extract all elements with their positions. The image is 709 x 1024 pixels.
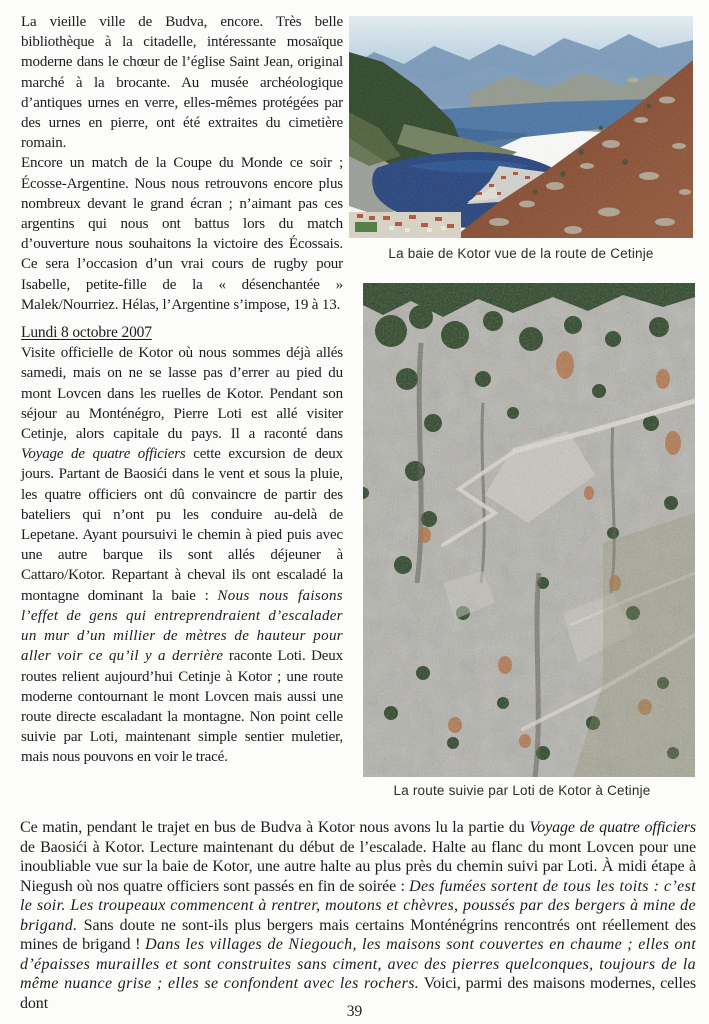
route-photo-image xyxy=(363,283,695,777)
book-title-italic: Voyage de quatre officiers xyxy=(21,446,186,463)
caption-bay-photo: La baie de Kotor vue de la route de Cetinje xyxy=(388,246,654,261)
photo-loti-route xyxy=(363,283,695,777)
text-segment: de Baosići à Kotor. Lecture maintenant du début de l’escalade. Halte au flanc du mont Lovcen pour une inoubliable vue sur la baie de Kotor, une autre halte au plus près du chemin suivi par Loti. À midi étape à Niegush où nos quatre officiers sont passés en fin de soirée : xyxy=(20,838,696,895)
text-segment: cette excursion de deux jours. Partant de Baosići dans le vent et sous la pluie, les quatre officiers ont dû convaincre de partir des bateliers qui n’ont pu les conduire au-delà de Lepetane. Ayant poursuivi le chemin à pied puis avec une autre barque ils sont allés déjeuner à Cattaro/Kotor. Repartant à cheval ils ont escaladé la montagne dominant la baie : xyxy=(21,446,343,604)
text-segment: Voici, parmi des maisons modernes, celles dont xyxy=(20,975,697,1012)
loti-quote-script: Des fumées sortent de tous les toits : c’est le soir. Les troupeaux commencent à rentrer, moutons et chèvres, poussés par des bergers à mine de brigand. xyxy=(20,877,696,934)
paragraph-world-cup-rugby: Encore un match de la Coupe du Monde ce soir ; Écosse-Argentine. Nous nous retrouvons encore plus nombreux devant le grand écran ; n’aimant pas ces argentins qui nous ont battus lors du match d’ouverture nous souhaitons la victoire des Écossais. Ce sera l’occasion d’un vrai cours de rugby pour Isabelle, petite-fille de la « désenchantée » Malek/Nourriez. Hélas, l’Argentine s’impose, 19 à 13. xyxy=(21,155,343,313)
paragraph-budva: La vieille ville de Budva, encore. Très belle bibliothèque à la citadelle, intéressante mosaïque moderne dans le chœur de l’église Saint Jean, original marché à la brocante. Au musée archéologique d’antiques urnes en verre, elles-mêmes protégées par des urnes en pierre, ont été extraites du cimetière romain. xyxy=(21,14,343,152)
left-text-column xyxy=(21,12,343,768)
bay-photo-image xyxy=(349,16,693,238)
text-segment: Ce matin, pendant le trajet en bus de Budva à Kotor nous avons lu la partie du xyxy=(20,819,530,836)
book-title-italic: Voyage de quatre officiers xyxy=(529,819,696,836)
date-heading: Lundi 8 octobre 2007 xyxy=(21,324,152,342)
photo-grain xyxy=(363,283,695,777)
text-segment: Sans doute ne sont-ils plus bergers mais certains Monténégrins rencontrés ont réellement des mines de brigand ! xyxy=(20,916,696,953)
photo-bay-of-kotor xyxy=(349,16,693,238)
page-number: 39 xyxy=(346,1003,363,1020)
text-segment: raconte Loti. Deux routes relient aujourd’hui Cetinje à Kotor ; une route moderne contournant le mont Lovcen mais aussi une route directe escaladant la montagne. Non point celle suivie par Loti, maintenant simple sentier muletier, mais nous pouvons en voir le tracé. xyxy=(21,648,343,766)
photo-grain xyxy=(349,16,693,238)
loti-quote-script: Nous nous faisons l’effet de gens qui entreprendraient d’escalader un mur d’un millier de mètres de hauteur pour aller voir ce qu’il y a derrière xyxy=(21,587,343,665)
loti-quote-script: Dans les villages de Niegouch, les maisons sont couvertes en chaume ; elles ont d’épaisses murailles et sont construites sans ciment, avec des pierres quelconques, toujours de la même nuance grise ; elles se confondent avec les rochers. xyxy=(20,936,696,992)
text-segment: Visite officielle de Kotor où nous sommes déjà allés samedi, mais on ne se lasse pas d’errer au pied du mont Lovcen dans les ruelles de Kotor. Pendant son séjour au Monténégro, Pierre Loti est allé visiter Cetinje, alors capitale du pays. Il a raconté dans xyxy=(21,345,343,443)
paragraph-kotor-cetinje xyxy=(21,343,343,767)
bottom-paragraph xyxy=(20,818,696,1013)
caption-route-photo: La route suivie par Loti de Kotor à Cetinje xyxy=(393,783,651,798)
